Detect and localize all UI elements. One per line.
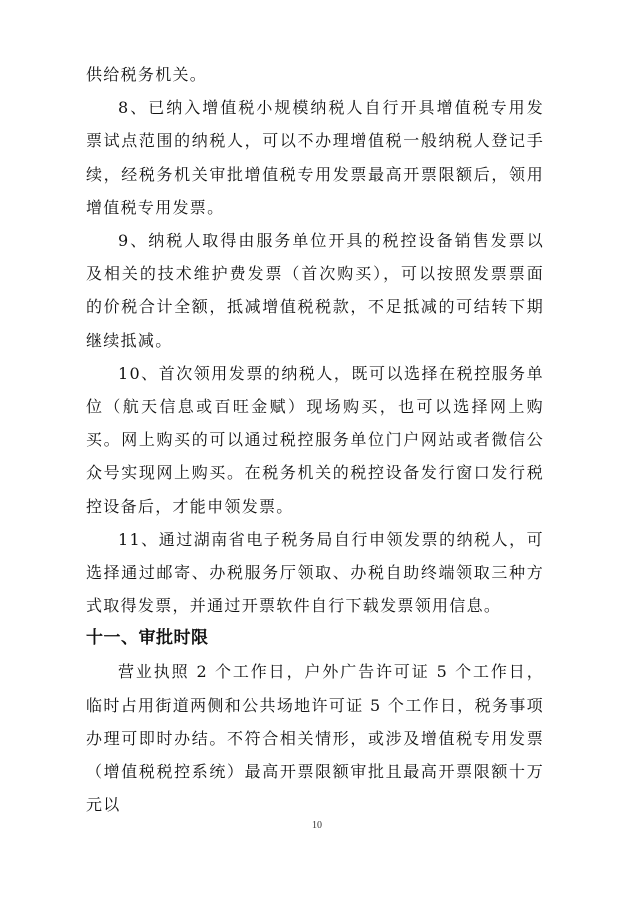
section-paragraph: 营业执照 2 个工作日，户外广告许可证 5 个工作日，临时占用街道两侧和公共场地许可证 5 个工作日，税务事项办理可即时办结。不符合相关情形，或涉及增值税专用发票（增值税税控系统）最高开票限额审批且最高开票限额十万元以 (86, 662, 544, 815)
page-body (86, 58, 544, 821)
paragraph-item-8: 8、已纳入增值税小规模纳税人自行开具增值税专用发票试点范围的纳税人，可以不办理增值税一般纳税人登记手续，经税务机关审批增值税专用发票最高开票限额后，领用增值税专用发票。 (86, 98, 544, 217)
paragraph-item-10: 10、首次领用发票的纳税人，既可以选择在税控服务单位（航天信息或百旺金赋）现场购买，也可以选择网上购买。网上购买的可以通过税控服务单位门户网站或者微信公众号实现网上购买。在税务机关的税控设备发行窗口发行税控设备后，才能申领发票。 (86, 363, 544, 516)
section-heading: 十一、审批时限 (86, 628, 209, 649)
page-number: 10 (312, 820, 322, 831)
paragraph-item-9: 9、纳税人取得由服务单位开具的税控设备销售发票以及相关的技术维护费发票（首次购买），可以按照发票票面的价税合计全额，抵减增值税税款，不足抵减的可结转下期继续抵减。 (86, 231, 544, 350)
paragraph-item-11: 11、通过湖南省电子税务局自行申领发票的纳税人，可选择通过邮寄、办税服务厅领取、办税自助终端领取三种方式取得发票，并通过开票软件自行下载发票领用信息。 (86, 529, 544, 616)
paragraph-continuation: 供给税务机关。 (86, 65, 208, 84)
